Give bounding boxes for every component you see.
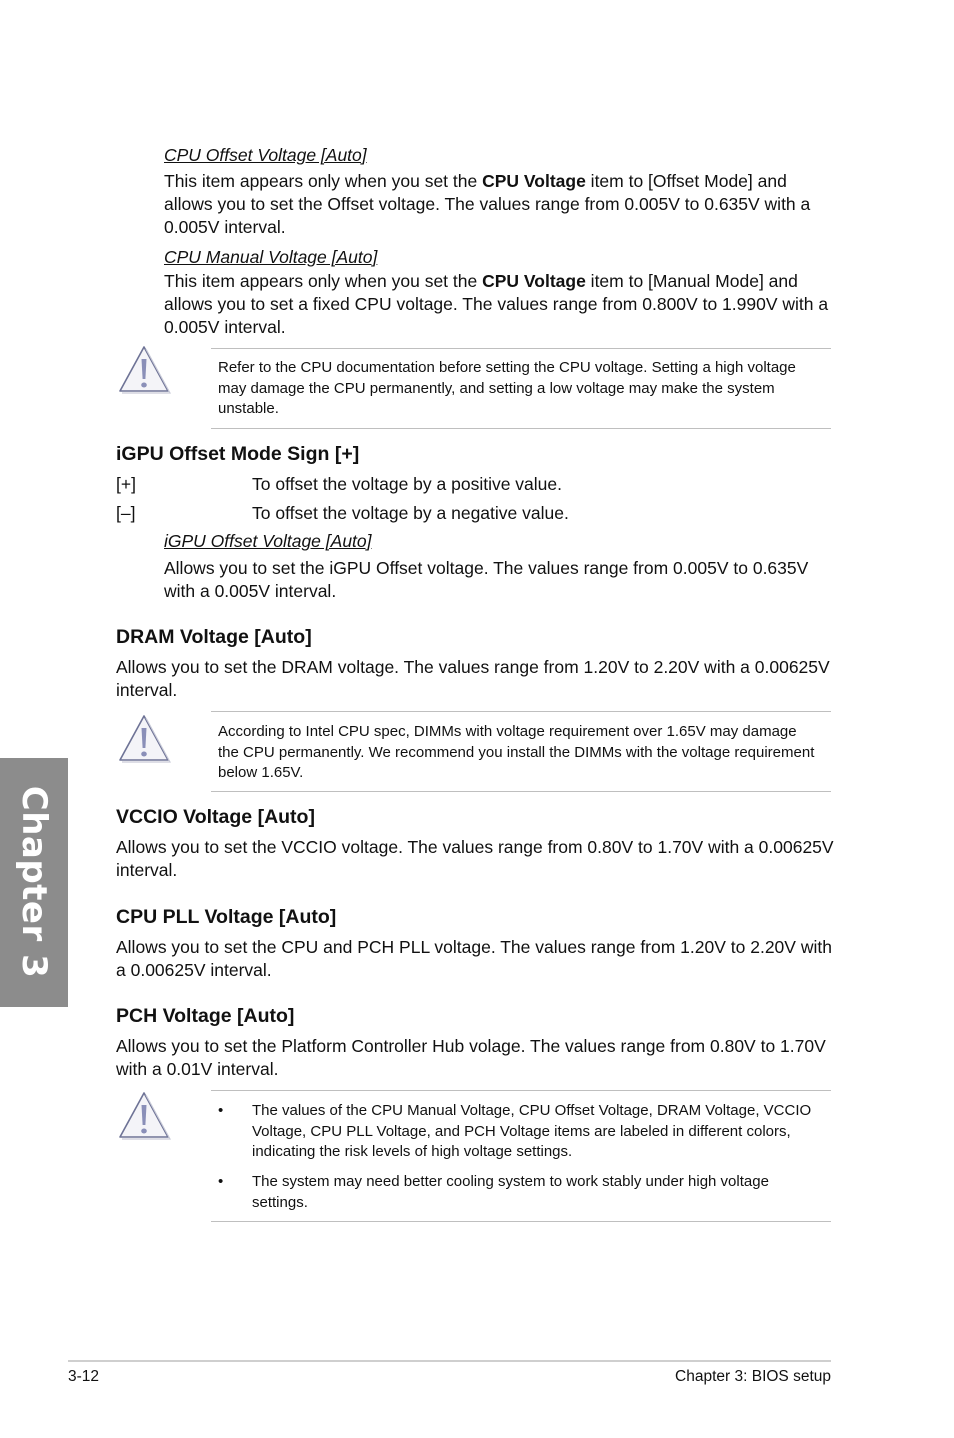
description-line: Allows you to set the DRAM voltage. The values range from 1.20V to 2.20V with a 0.00625V: [116, 657, 830, 677]
cpu-offset-voltage-description: [164, 170, 844, 239]
footer-divider: [68, 1360, 831, 1362]
note-line: settings.: [252, 1193, 308, 1211]
warning-triangle-icon: [117, 1089, 171, 1143]
option-key: [–]: [116, 503, 136, 523]
cpu-pll-voltage-heading: CPU PLL Voltage [Auto]: [116, 906, 337, 928]
note-cpu-voltage-warning: [218, 358, 828, 420]
description-line: 0.005V interval.: [164, 217, 286, 237]
cpu-manual-voltage-title: CPU Manual Voltage [Auto]: [164, 247, 378, 267]
description-line: Allows you to set the iGPU Offset voltage. The values range from 0.005V to 0.635V: [164, 558, 809, 578]
vccio-voltage-heading: VCCIO Voltage [Auto]: [116, 806, 315, 828]
note-line: indicating the risk levels of high voltage settings.: [252, 1143, 573, 1160]
pch-voltage-heading: PCH Voltage [Auto]: [116, 1005, 295, 1027]
text-span: This item appears only when you set the: [164, 271, 483, 291]
dram-voltage-heading: DRAM Voltage [Auto]: [116, 626, 312, 648]
note-line: Voltage, CPU PLL Voltage, and PCH Voltage items are labeled in different colors,: [252, 1122, 791, 1140]
footer-chapter-title: Chapter 3: BIOS setup: [675, 1368, 831, 1385]
note-divider-bottom: [211, 428, 831, 429]
warning-triangle-icon: [117, 712, 171, 766]
note-divider-top: [211, 1090, 831, 1091]
note-divider-bottom: [211, 791, 831, 792]
note-dimm-voltage-warning: [218, 722, 828, 784]
note-line: unstable.: [218, 400, 279, 417]
description-line: [164, 270, 844, 293]
note-bullet-cooling: [252, 1172, 832, 1213]
bullet-marker: •: [218, 1102, 224, 1119]
chapter-side-tab: [0, 758, 68, 1007]
page-number: 3-12: [68, 1368, 100, 1385]
cpu-manual-voltage-description: [164, 270, 844, 339]
note-bullet-colors: [252, 1101, 832, 1163]
bullet-marker: •: [218, 1173, 224, 1190]
note-line: The values of the CPU Manual Voltage, CPU Offset Voltage, DRAM Voltage, VCCIO: [252, 1102, 812, 1119]
note-line: the CPU permanently. We recommend you install the DIMMs with the voltage requirement: [218, 743, 815, 761]
description-line: allows you to set the Offset voltage. The values range from 0.005V to 0.635V with a: [164, 194, 811, 214]
description-line: Allows you to set the VCCIO voltage. The values range from 0.80V to 1.70V with a 0.00625V: [116, 837, 834, 857]
note-line: According to Intel CPU spec, DIMMs with voltage requirement over 1.65V may damage: [218, 723, 797, 740]
warning-triangle-icon: [117, 343, 171, 397]
igpu-offset-mode-sign-heading: iGPU Offset Mode Sign [+]: [116, 443, 360, 465]
cpu-offset-voltage-title: CPU Offset Voltage [Auto]: [164, 145, 367, 165]
description-line: with a 0.005V interval.: [164, 581, 337, 601]
note-line: may damage the CPU permanently, and setting a low voltage may make the system: [218, 379, 775, 397]
description-line: allows you to set a fixed CPU voltage. The values range from 0.800V to 1.990V with a: [164, 294, 829, 314]
option-description: To offset the voltage by a positive value.: [252, 474, 563, 494]
option-description: To offset the voltage by a negative value.: [252, 503, 569, 523]
description-line: interval.: [116, 680, 178, 700]
description-line: 0.005V interval.: [164, 317, 286, 337]
text-span: This item appears only when you set the: [164, 171, 483, 191]
text-span: item to [Offset Mode] and: [585, 171, 787, 191]
note-divider-bottom: [211, 1221, 831, 1222]
note-line: below 1.65V.: [218, 764, 304, 781]
bold-term: CPU Voltage: [482, 271, 586, 291]
description-line: a 0.00625V interval.: [116, 960, 272, 980]
text-span: item to [Manual Mode] and: [585, 271, 798, 291]
note-divider-top: [211, 711, 831, 712]
description-line: with a 0.01V interval.: [116, 1059, 279, 1079]
dram-voltage-description: [116, 656, 836, 702]
igpu-offset-voltage-description: [164, 557, 844, 603]
description-line: Allows you to set the CPU and PCH PLL voltage. The values range from 1.20V to 2.20V with: [116, 937, 832, 957]
pch-voltage-description: [116, 1035, 836, 1081]
igpu-offset-voltage-title: iGPU Offset Voltage [Auto]: [164, 531, 372, 551]
description-line: [164, 170, 844, 193]
description-line: Allows you to set the Platform Controller Hub volage. The values range from 0.80V to 1.70V: [116, 1036, 826, 1056]
vccio-voltage-description: [116, 836, 836, 882]
note-line: The system may need better cooling system to work stably under high voltage: [252, 1173, 769, 1190]
note-divider-top: [211, 348, 831, 349]
description-line: interval.: [116, 860, 178, 880]
option-key: [+]: [116, 474, 136, 494]
cpu-pll-voltage-description: [116, 936, 836, 982]
bold-term: CPU Voltage: [482, 171, 586, 191]
chapter-tab-label: Chapter 3: [14, 785, 54, 979]
note-line: Refer to the CPU documentation before setting the CPU voltage. Setting a high voltage: [218, 359, 796, 376]
